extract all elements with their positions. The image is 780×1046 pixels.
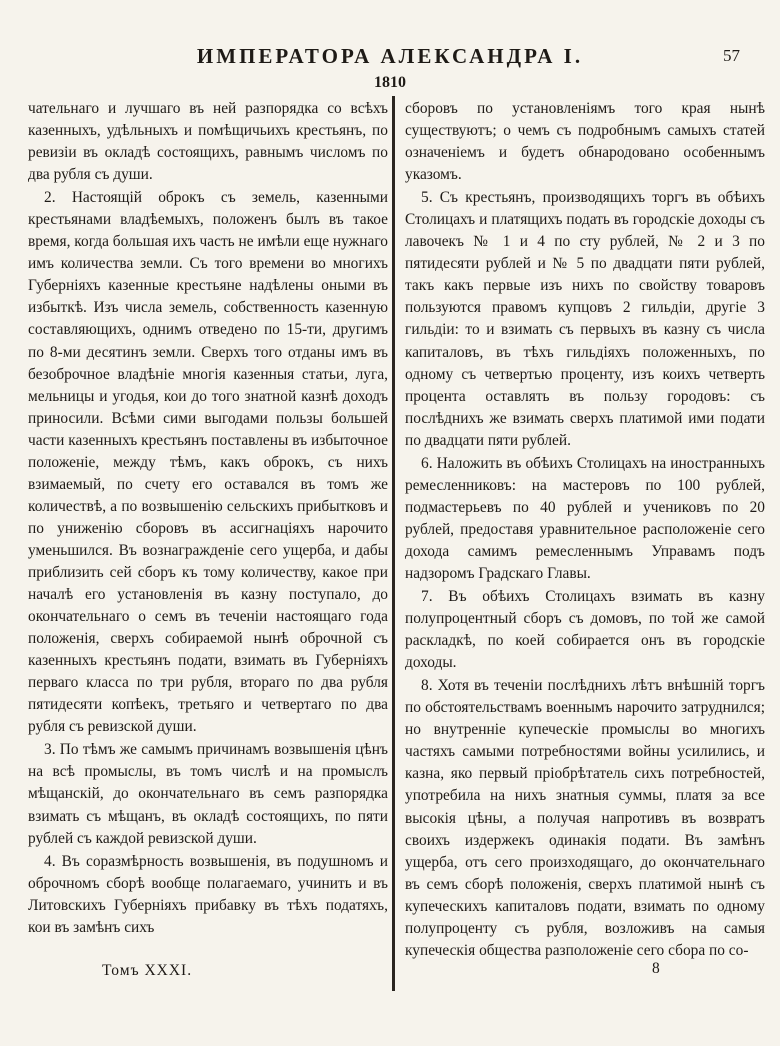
page-title: ИМПЕРАТОРА АЛЕКСАНДРА I. [196,44,584,68]
left-paragraph-3: 3. По тѣмъ же самымъ причинамъ возвышенія цѣнъ на всѣ промыслы, въ томъ числѣ и на промыслъ мѣщанскій, до окончательнаго въ семъ разпорядка взимать съ мѣщанъ, въ окладѣ состоящихъ, по пяти рублей съ каждой ревизской души. [28,741,388,847]
right-paragraph-2: 5. Съ крестьянъ, производящихъ торгъ въ обѣихъ Столицахъ и платящихъ подать въ городскіе доходы съ лавочекъ № 1 и 4 по сту рублей, № 2 и 3 по пятидесяти рублей и № 5 по двадцати пяти рублей, такъ какъ первые изъ нихъ по свойству товаровъ пользуются правомъ купцовъ 2 гильдіи, другіе 3 гильдіи: то и взимать съ первыхъ въ казну съ числа капиталовъ, въ тѣхъ гильдіяхъ положенныхъ, по одному съ четвертью проценту, изъ коихъ четверть процента оставлять въ пользу городовъ: съ послѣднихъ же взимать сверхъ платимой ими подати по двадцати пяти рублей. [405,189,765,449]
left-column [28,98,388,939]
right-paragraph-3: 6. Наложить въ обѣихъ Столицахъ на иностранныхъ ремесленниковъ: на мастеровъ по 100 рублей, подмастерьевъ по 40 рублей и учениковъ по 20 рублей, предоставя уравнительное расположеніе сего дохода самимъ ремесленнымъ Управамъ подъ надзоромъ Градскаго Главы. [405,454,765,582]
left-paragraph-4: 4. Въ соразмѣрность возвышенія, въ подушномъ и оброчномъ сборѣ вообще полагаемаго, учинить и въ Литовскихъ Губерніяхъ прибавку въ тѣхъ податяхъ, кои въ замѣнъ сихъ [28,852,388,936]
year-heading: 1810 [374,74,406,91]
left-paragraph-2: 2. Настоящій оброкъ съ земель, казенными крестьянами владѣемыхъ, положенъ былъ въ такое время, когда большая ихъ часть не имѣли еще нужнаго имъ количества земли. Съ того времени во многихъ Губерніяхъ казенные крестьяне надѣлены оными въ избыткѣ. Изъ числа земель, собственность казенную составляющихъ, однимъ отведено по 15-ти, другимъ по 8-ми десятинъ земли. Сверхъ того отданы имъ въ безоброчное владѣніе многія казенныя статьи, луга, мельницы и угодья, кои до того знатной казнѣ доходъ приносили. Всѣми сими выгодами пользы большей части казенныхъ крестьянъ поставлены въ избыточное положеніе, между тѣмъ, какъ оброкъ, съ нихъ взимаемый, по счету его оставался въ томъ же количествѣ, а по возвышенію сельскихъ прибытковъ и по униженію сборовъ въ ассигнаціяхъ нарочито уменьшился. Въ вознагражденіе сего ущерба, и дабы приблизить сей сборъ къ тому количеству, какое при началѣ его установленія въ казну поступало, до окончательнаго о семъ въ теченіи настоящаго года положенія, сверхъ собираемой нынѣ оброчной съ казенныхъ крестьянъ подати, взимать въ Губерніяхъ перваго класса по три рубля, втораго по два рубля пятидесяти копѣекъ, третьяго и четвертаго по два рубля съ ревизской души. [28,189,388,736]
left-paragraph-1: чательнаго и лучшаго въ ней разпорядка со всѣхъ казенныхъ, удѣльныхъ и помѣщичьихъ крестьянъ, по ревизіи въ окладѣ состоящихъ, равнымъ числомъ по два рубля съ души. [28,100,388,184]
volume-footer: Томъ XXXI. [102,962,193,979]
signature-mark: 8 [652,960,660,977]
page-number: 57 [723,46,740,65]
column-divider [392,96,395,991]
right-paragraph-1: сборовъ по установленіямъ того края нынѣ существуютъ; о чемъ съ подробнымъ самыхъ статей означеніемъ и будетъ обнародовано особеннымъ указомъ. [405,100,765,184]
right-column [405,98,765,962]
right-paragraph-5: 8. Хотя въ теченіи послѣднихъ лѣтъ внѣшній торгъ по обстоятельствамъ военнымъ нарочито затруднился; но внутренніе купеческіе промыслы во многихъ частяхъ самыми потребностями войны усилились, и казна, яко первый пріобрѣтатель сихъ потребностей, употребила на нихъ знатныя суммы, платя за все высокія цѣны, а получая напротивъ въ возвратъ своихъ издержекъ одинакія подати. Въ замѣнъ ущерба, отъ сего произходящаго, до окончательнаго въ семъ сборѣ положенія, сверхъ платимой нынѣ съ купеческихъ капиталовъ подати, взимать по одному полупроценту съ рубля, возложивъ на самыя купеческія общества разположеніе сего сбора по со- [405,677,765,959]
right-paragraph-4: 7. Въ обѣихъ Столицахъ взимать въ казну полупроцентный сборъ съ домовъ, по той же самой раскладкѣ, по коей собирается онъ въ городскіе доходы. [405,588,765,672]
